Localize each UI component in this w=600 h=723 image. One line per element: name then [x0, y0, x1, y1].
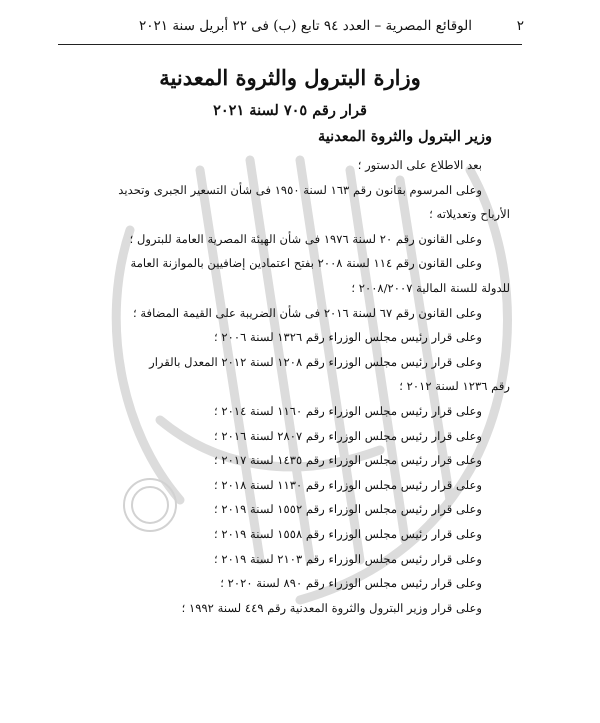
clause: وعلى قرار رئيس مجلس الوزراء رقم ٨٩٠ لسنة ٢٠٢٠ ؛: [220, 576, 482, 591]
clause: وعلى القانون رقم ١١٤ لسنة ٢٠٠٨ بفتح اعتمادين إضافيين بالموازنة العامة للدولة للسنة المالية ٢٠٠٨/٢٠٠٧ ؛: [130, 256, 510, 295]
clause: وعلى قرار رئيس مجلس الوزراء رقم ١٢٠٨ لسنة ٢٠١٢ المعدل بالقرار رقم ١٢٣٦ لسنة ٢٠١٢ ؛: [149, 354, 510, 394]
clause: وعلى القانون رقم ٢٠ لسنة ١٩٧٦ فى شأن الهيئة المصرية العامة للبترول ؛: [129, 231, 482, 246]
ministry-title: وزارة البترول والثروة المعدنية: [159, 65, 421, 90]
clause: وعلى القانون رقم ٦٧ لسنة ٢٠١٦ فى شأن الضريبة على القيمة المضافة ؛: [132, 305, 482, 320]
document-body: [70, 18, 524, 620]
clause: وعلى قرار رئيس مجلس الوزراء رقم ١٥٥٨ لسنة ٢٠١٩ ؛: [214, 526, 482, 541]
preamble-clauses: [70, 153, 510, 620]
clause: وعلى قرار وزير البترول والثروة المعدنية رقم ٤٤٩ لسنة ١٩٩٢ ؛: [181, 600, 482, 615]
running-header: [70, 18, 524, 40]
clause: وعلى قرار رئيس مجلس الوزراء رقم ١٣٢٦ لسنة ٢٠٠٦ ؛: [214, 330, 482, 345]
decree-number: قرار رقم ٧٠٥ لسنة ٢٠٢١: [213, 102, 367, 119]
clause: بعد الاطلاع على الدستور ؛: [357, 158, 482, 172]
clause: وعلى قرار رئيس مجلس الوزراء رقم ١٥٥٢ لسنة ٢٠١٩ ؛: [214, 502, 482, 517]
clause: وعلى قرار رئيس مجلس الوزراء رقم ٢٨٠٧ لسنة ٢٠١٦ ؛: [214, 428, 482, 443]
gazette-issue-line: الوقائع المصرية – العدد ٩٤ تابع (ب) فى ٢٢ أبريل سنة ٢٠٢١: [139, 18, 472, 34]
clause: وعلى قرار رئيس مجلس الوزراء رقم ١٤٣٥ لسنة ٢٠١٧ ؛: [214, 453, 482, 468]
page-number: ٢: [516, 18, 524, 34]
issuer-heading: وزير البترول والثروة المعدنية: [318, 128, 492, 145]
header-divider: [58, 44, 522, 45]
clause: وعلى قرار رئيس مجلس الوزراء رقم ٢١٠٣ لسنة ٢٠١٩ ؛: [214, 551, 482, 566]
clause: وعلى قرار رئيس مجلس الوزراء رقم ١١٣٠ لسنة ٢٠١٨ ؛: [214, 477, 482, 492]
clause: وعلى المرسوم بقانون رقم ١٦٣ لسنة ١٩٥٠ فى شأن التسعير الجبرى وتحديد الأرباح وتعديلاته ؛: [118, 182, 510, 222]
clause: وعلى قرار رئيس مجلس الوزراء رقم ١١٦٠ لسنة ٢٠١٤ ؛: [214, 403, 482, 418]
